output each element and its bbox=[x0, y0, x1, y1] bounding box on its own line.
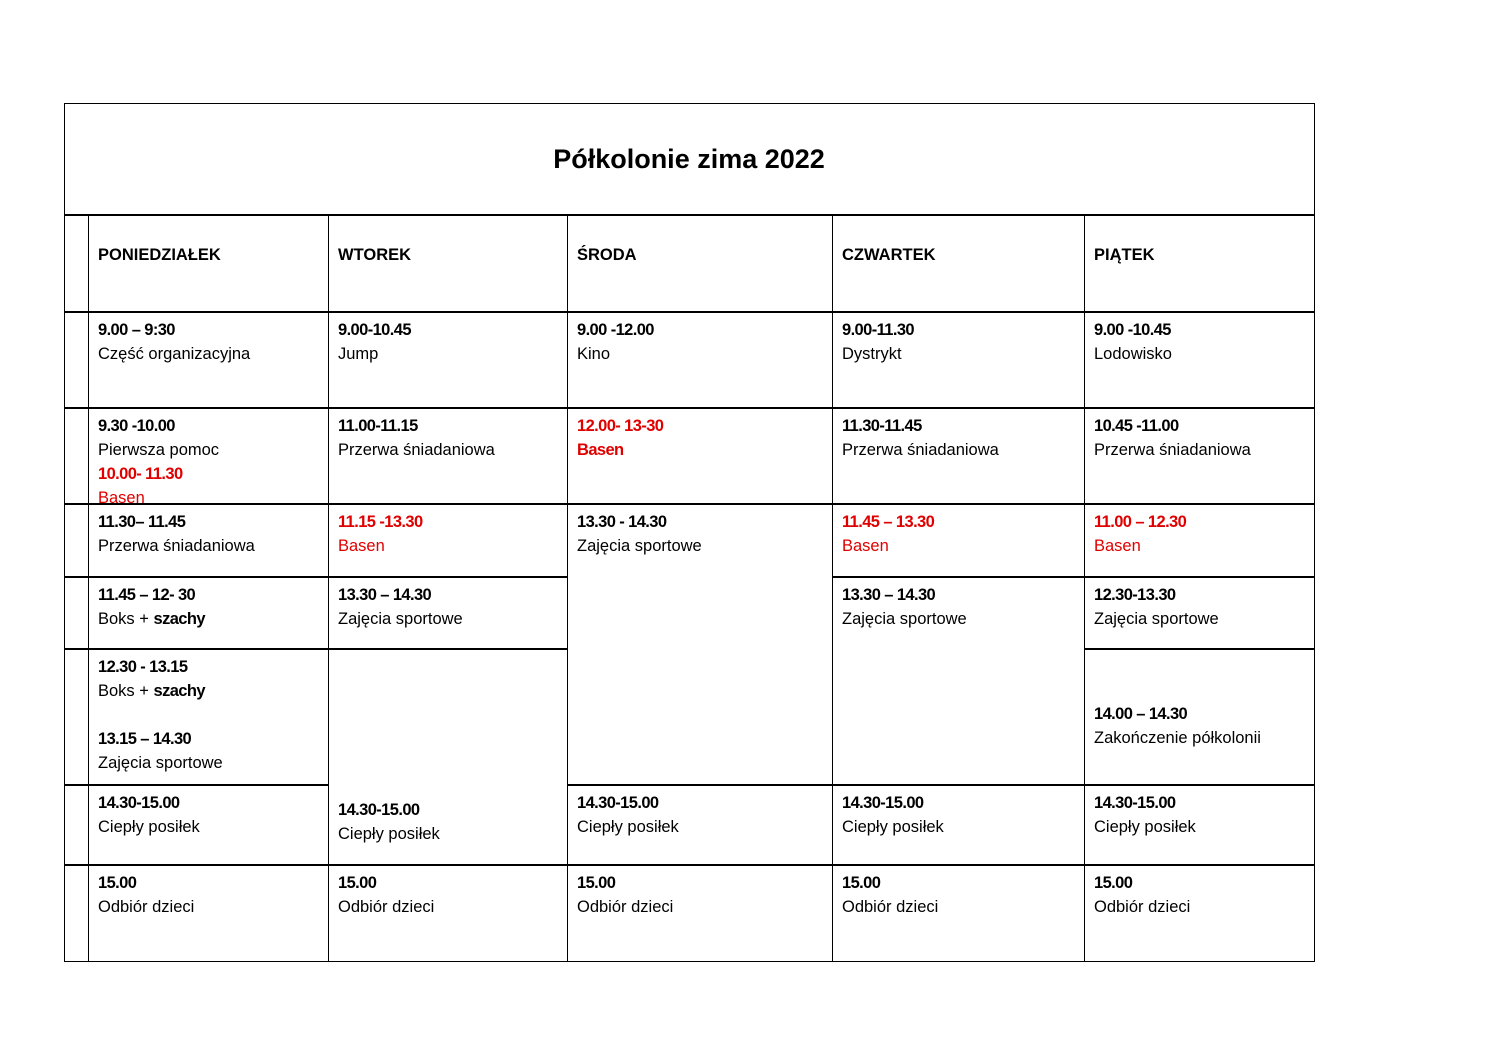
time-label: 14.00 – 14.30 bbox=[1094, 705, 1188, 723]
activity-label: Zajęcia sportowe bbox=[98, 754, 223, 772]
time-label: 11.45 – 13.30 bbox=[842, 513, 935, 531]
time-label: 12.30 - 13.15 bbox=[98, 658, 188, 676]
schedule-cell bbox=[1085, 407, 1314, 462]
activity-label: Ciepły posiłek bbox=[98, 818, 200, 836]
activity-label: Jump bbox=[338, 345, 379, 363]
time-label: 15.00 bbox=[577, 874, 616, 892]
activity-label: Basen bbox=[338, 537, 385, 555]
activity-label: Dystrykt bbox=[842, 345, 902, 363]
schedule-cell bbox=[833, 407, 1084, 462]
time-label: 13.15 – 14.30 bbox=[98, 730, 192, 748]
time-label: 15.00 bbox=[98, 874, 137, 892]
schedule-cell bbox=[89, 311, 328, 366]
activity-label: Lodowisko bbox=[1094, 345, 1172, 363]
time-label: 14.30-15.00 bbox=[842, 794, 924, 812]
time-label: 9.00-10.45 bbox=[338, 321, 411, 339]
time-label: 10.00- 11.30 bbox=[98, 465, 183, 483]
activity-label: Odbiór dzieci bbox=[1094, 898, 1191, 916]
day-header-monday: PONIEDZIAŁEK bbox=[98, 246, 221, 264]
schedule-cell bbox=[1085, 576, 1314, 631]
time-label: 12.30-13.30 bbox=[1094, 586, 1176, 604]
time-label: 11.15 -13.30 bbox=[338, 513, 423, 531]
page-title: Półkolonie zima 2022 bbox=[553, 144, 825, 174]
schedule-cell bbox=[1085, 695, 1314, 750]
time-label: 15.00 bbox=[338, 874, 377, 892]
time-label: 11.30– 11.45 bbox=[98, 513, 186, 531]
activity-label: Kino bbox=[577, 345, 611, 363]
schedule-cell bbox=[1085, 784, 1314, 839]
schedule-cell bbox=[833, 576, 1084, 631]
time-label: 13.30 – 14.30 bbox=[842, 586, 936, 604]
activity-label: Pierwsza pomoc bbox=[98, 441, 220, 459]
time-label: 9.00 – 9:30 bbox=[98, 321, 175, 339]
activity-label: Boks + szachy bbox=[98, 610, 205, 628]
schedule-cell bbox=[329, 407, 567, 462]
schedule-cell bbox=[89, 407, 328, 510]
schedule-cell bbox=[89, 576, 328, 631]
schedule-cell bbox=[1085, 311, 1314, 366]
time-label: 9.00-11.30 bbox=[842, 321, 914, 339]
time-label: 14.30-15.00 bbox=[338, 801, 420, 819]
activity-label: Basen bbox=[1094, 537, 1141, 555]
schedule-cell bbox=[833, 311, 1084, 366]
schedule-cell bbox=[329, 503, 567, 558]
time-label: 9.00 -12.00 bbox=[577, 321, 654, 339]
activity-label: Boks + szachy bbox=[98, 682, 205, 700]
activity-label: Odbiór dzieci bbox=[842, 898, 939, 916]
schedule-cell bbox=[568, 503, 832, 558]
day-header-tuesday: WTOREK bbox=[338, 246, 412, 264]
activity-label: Ciepły posiłek bbox=[1094, 818, 1196, 836]
activity-label: Zakończenie półkolonii bbox=[1094, 729, 1261, 747]
activity-label: Odbiór dzieci bbox=[577, 898, 674, 916]
activity-label: Zajęcia sportowe bbox=[1094, 610, 1219, 628]
activity-label: Ciepły posiłek bbox=[338, 825, 440, 843]
schedule-cell bbox=[89, 784, 328, 839]
schedule-cell bbox=[89, 864, 328, 919]
schedule-cell bbox=[1085, 503, 1314, 558]
schedule-cell bbox=[329, 791, 567, 846]
activity-label: Basen bbox=[842, 537, 889, 555]
time-label: 11.00 – 12.30 bbox=[1094, 513, 1187, 531]
activity-label: Basen bbox=[98, 489, 145, 507]
activity-label: Przerwa śniadaniowa bbox=[1094, 441, 1251, 459]
schedule-cell bbox=[833, 784, 1084, 839]
day-header-thursday: CZWARTEK bbox=[842, 246, 936, 264]
schedule-cell bbox=[89, 648, 328, 775]
time-label: 10.45 -11.00 bbox=[1094, 417, 1179, 435]
schedule-cell bbox=[329, 311, 567, 366]
schedule-cell bbox=[568, 311, 832, 366]
schedule-cell bbox=[833, 503, 1084, 558]
time-label: 9.00 -10.45 bbox=[1094, 321, 1171, 339]
schedule-cell bbox=[833, 864, 1084, 919]
time-label: 11.30-11.45 bbox=[842, 417, 922, 435]
row-divider bbox=[1085, 648, 1315, 650]
activity-label: Zajęcia sportowe bbox=[338, 610, 463, 628]
day-header-friday: PIĄTEK bbox=[1094, 246, 1155, 264]
activity-label: Basen bbox=[577, 441, 624, 459]
time-label: 11.45 – 12- 30 bbox=[98, 586, 196, 604]
time-label: 14.30-15.00 bbox=[577, 794, 659, 812]
schedule-cell bbox=[568, 407, 832, 462]
activity-label: Przerwa śniadaniowa bbox=[842, 441, 999, 459]
day-header-wednesday: ŚRODA bbox=[577, 246, 637, 264]
activity-label: Odbiór dzieci bbox=[98, 898, 195, 916]
schedule-cell bbox=[329, 864, 567, 919]
time-label: 15.00 bbox=[1094, 874, 1133, 892]
time-label: 13.30 – 14.30 bbox=[338, 586, 432, 604]
activity-label: Odbiór dzieci bbox=[338, 898, 435, 916]
time-label: 13.30 - 14.30 bbox=[577, 513, 667, 531]
time-label: 9.30 -10.00 bbox=[98, 417, 175, 435]
schedule-cell bbox=[568, 864, 832, 919]
activity-label: Zajęcia sportowe bbox=[842, 610, 967, 628]
time-label: 15.00 bbox=[842, 874, 881, 892]
activity-label: Zajęcia sportowe bbox=[577, 537, 702, 555]
activity-label: Przerwa śniadaniowa bbox=[98, 537, 255, 555]
time-label: 11.00-11.15 bbox=[338, 417, 418, 435]
activity-label: Przerwa śniadaniowa bbox=[338, 441, 495, 459]
activity-label: Ciepły posiłek bbox=[842, 818, 944, 836]
schedule-cell bbox=[1085, 864, 1314, 919]
activity-label: Część organizacyjna bbox=[98, 345, 251, 363]
time-label: 14.30-15.00 bbox=[1094, 794, 1176, 812]
schedule-cell bbox=[89, 503, 328, 558]
schedule-cell bbox=[568, 784, 832, 839]
schedule-cell bbox=[329, 576, 567, 631]
activity-label: Ciepły posiłek bbox=[577, 818, 679, 836]
time-label: 14.30-15.00 bbox=[98, 794, 180, 812]
time-label: 12.00- 13-30 bbox=[577, 417, 664, 435]
